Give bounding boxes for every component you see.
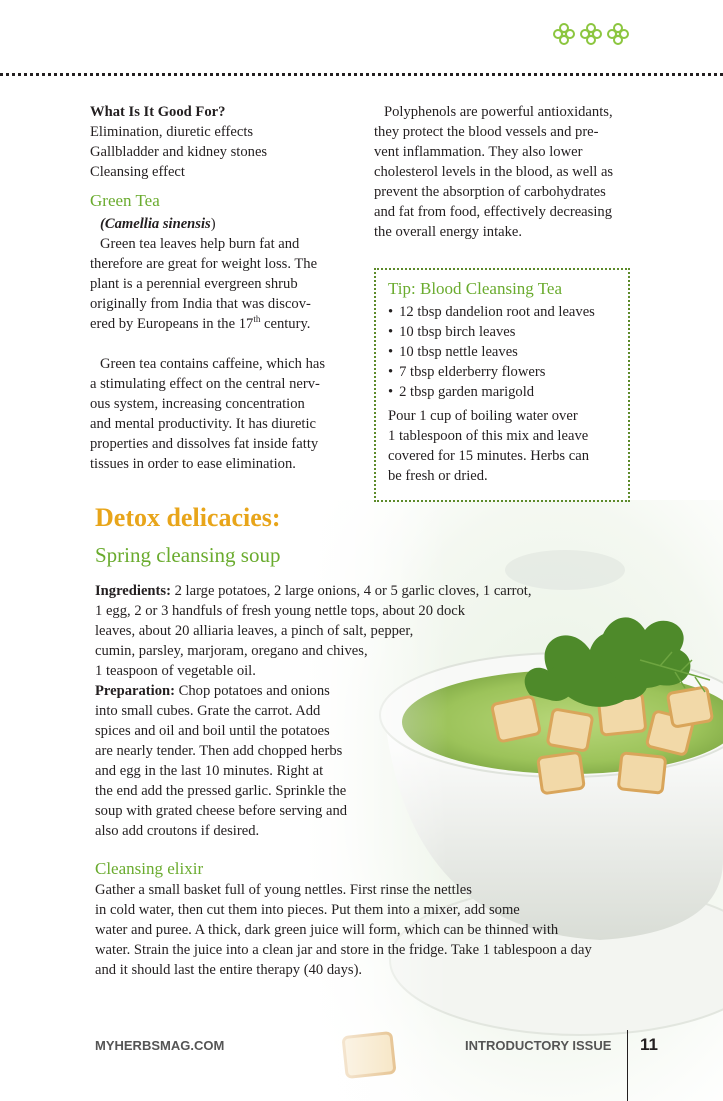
text-line: cholesterol levels in the blood, as well as [374, 164, 614, 180]
page-number: 11 [640, 1035, 658, 1054]
tip-list-item: • 7 tbsp elderberry flowers [388, 362, 628, 382]
detox-title: Detox delicacies: [95, 503, 281, 532]
text-line: covered for 15 minutes. Herbs can [388, 448, 589, 464]
text-line: properties and dissolves fat inside fatty [90, 436, 319, 452]
green-tea-heading: Green Tea [90, 191, 160, 210]
text-line: are nearly tender. Then add chopped herbs [95, 743, 343, 759]
text-line: a stimulating effect on the central nerv- [90, 376, 320, 392]
text-line: 1 tablespoon of this mix and leave [388, 428, 589, 444]
flower-icon [552, 22, 576, 46]
flower-icon [579, 22, 603, 46]
footer-divider [627, 1030, 628, 1101]
preparation-line: Preparation: Chop potatoes and onions [95, 683, 330, 699]
tip-list-item: • 10 tbsp birch leaves [388, 322, 628, 342]
text-line: tissues in order to ease elimination. [90, 456, 296, 472]
elixir-title: Cleansing elixir [95, 859, 204, 878]
text-line: vent inflammation. They also lower [374, 144, 583, 160]
footer-issue: INTRODUCTORY ISSUE [465, 1038, 612, 1053]
text-line: ous system, increasing concentration [90, 396, 305, 412]
tip-title: Tip: Blood Cleansing Tea [388, 279, 563, 298]
tip-list-item: • 12 tbsp dandelion root and leaves [388, 302, 628, 322]
recipe-text [95, 581, 532, 841]
text-line: cumin, parsley, marjoram, oregano and chives, [95, 643, 368, 659]
text-line: Polyphenols are powerful antioxidants, [384, 104, 613, 120]
tip-list-item: • 10 tbsp nettle leaves [388, 342, 628, 362]
left-column [90, 102, 345, 474]
text-line: prevent the absorption of carbohydrates [374, 184, 606, 200]
text-line: and it should last the entire therapy (40 days). [95, 962, 363, 978]
text-line: also add croutons if desired. [95, 823, 260, 839]
text-line: plant is a perennial evergreen shrub [90, 276, 298, 292]
soup-title: Spring cleansing soup [95, 543, 281, 567]
ingredients-label: Ingredients: [95, 583, 171, 599]
text-line: water. Strain the juice into a clean jar and store in the fridge. Take 1 tablespoon a day [95, 942, 592, 958]
latin-name-line: (Camellia sinensis) [100, 216, 216, 232]
header-floral-ornament [552, 22, 632, 52]
tip-instructions [388, 406, 628, 486]
text-line: leaves, about 20 alliaria leaves, a pinch of salt, pepper, [95, 623, 414, 639]
flower-icon [606, 22, 630, 46]
text-line: soup with grated cheese before serving and [95, 803, 348, 819]
ingredients-line: Ingredients: 2 large potatoes, 2 large onions, 4 or 5 garlic cloves, 1 carrot, [95, 583, 532, 599]
text-line: 1 teaspoon of vegetable oil. [95, 663, 256, 679]
tip-box [374, 268, 630, 502]
right-column [374, 102, 636, 242]
text-line: the overall energy intake. [374, 224, 523, 240]
footer-site: MYHERBSMAG.COM [95, 1038, 225, 1053]
text-line: Gather a small basket full of young nettles. First rinse the nettles [95, 882, 472, 898]
text-line: they protect the blood vessels and pre- [374, 124, 599, 140]
text-line: Pour 1 cup of boiling water over [388, 408, 578, 424]
text-line: be fresh or dried. [388, 468, 488, 484]
good-for-item: Gallbladder and kidney stones [90, 144, 268, 160]
text-line: originally from India that was discov- [90, 296, 311, 312]
text-line: Green tea leaves help burn fat and [100, 236, 300, 252]
text-line: the end add the pressed garlic. Sprinkle the [95, 783, 347, 799]
tip-list [388, 302, 628, 402]
text-line: ered by Europeans in the 17th century. [90, 314, 311, 332]
good-for-item: Elimination, diuretic effects [90, 124, 254, 140]
text-line: therefore are great for weight loss. The [90, 256, 318, 272]
text-line: water and puree. A thick, dark green juice will form, which can be thinned with [95, 922, 559, 938]
text-line: spices and oil and boil until the potatoes [95, 723, 330, 739]
good-for-heading: What Is It Good For? [90, 104, 226, 120]
text-line: Green tea contains caffeine, which has [100, 356, 326, 372]
text-line: and fat from food, effectively decreasing [374, 204, 612, 220]
text-line: 1 egg, 2 or 3 handfuls of fresh young nettle tops, about 20 dock [95, 603, 466, 619]
text-line: and egg in the last 10 minutes. Right at [95, 763, 324, 779]
good-for-item: Cleansing effect [90, 164, 185, 180]
tip-list-item: • 2 tbsp garden marigold [388, 382, 628, 402]
text-line: in cold water, then cut them into pieces. Put them into a mixer, add some [95, 902, 520, 918]
preparation-label: Preparation: [95, 683, 175, 699]
text-line: into small cubes. Grate the carrot. Add [95, 703, 321, 719]
text-line: and mental productivity. It has diuretic [90, 416, 317, 432]
elixir-text [95, 880, 592, 980]
header-dotted-rule [0, 73, 723, 76]
latin-name: Camellia sinensis [104, 216, 211, 232]
